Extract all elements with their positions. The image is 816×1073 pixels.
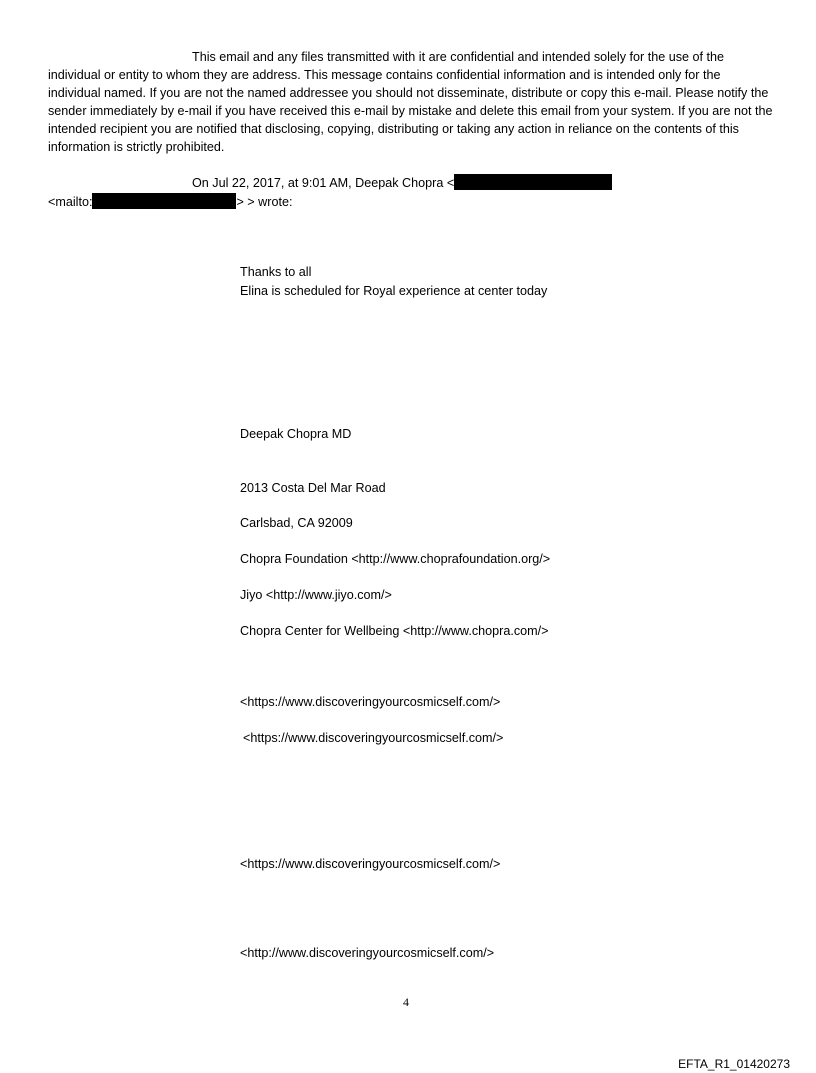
wrote-text: > > wrote: [236, 195, 293, 209]
quoted-header-line [192, 174, 612, 191]
website-link[interactable]: <https://www.discoveringyourcosmicself.com/> [243, 731, 504, 745]
redaction-bar [92, 193, 236, 209]
quoted-header-text: On Jul 22, 2017, at 9:01 AM, Deepak Chopra < [192, 176, 455, 190]
body-line: Thanks to all [240, 265, 312, 279]
mailto-prefix: <mailto: [48, 195, 93, 209]
confidentiality-disclaimer: This email and any files transmitted with it are confidential and intended solely for the use of the individual or entity to whom they are address. This message contains confidential information and is intended only for the individual named. If you are not the named addressee you should not disseminate, distribute or copy this e-mail. Please notify the sender immediately by e-mail if you have received this e-mail by mistake and delete this email from your system. If you are not the intended recipient you are notified that disclosing, copying, distributing or taking any action in reliance on the contents of this information is strictly prohibited. [48, 50, 773, 154]
website-link[interactable]: <https://www.discoveringyourcosmicself.com/> [240, 695, 501, 709]
signature-jiyo-link[interactable]: Jiyo <http://www.jiyo.com/> [240, 588, 392, 602]
redaction-bar [454, 174, 612, 190]
signature-address-line-2: Carlsbad, CA 92009 [240, 516, 353, 530]
body-line: Elina is scheduled for Royal experience at center today [240, 284, 548, 298]
signature-foundation-link[interactable]: Chopra Foundation <http://www.choprafoundation.org/> [240, 552, 551, 566]
website-link[interactable]: <https://www.discoveringyourcosmicself.com/> [240, 857, 501, 871]
website-link[interactable]: <http://www.discoveringyourcosmicself.com/> [240, 946, 495, 960]
signature-name: Deepak Chopra MD [240, 427, 352, 441]
signature-address-line-1: 2013 Costa Del Mar Road [240, 481, 386, 495]
document-id: EFTA_R1_01420273 [678, 1057, 790, 1071]
signature-center-link[interactable]: Chopra Center for Wellbeing <http://www.chopra.com/> [240, 624, 549, 638]
page-number: 4 [403, 995, 409, 1009]
mailto-line [48, 193, 292, 210]
